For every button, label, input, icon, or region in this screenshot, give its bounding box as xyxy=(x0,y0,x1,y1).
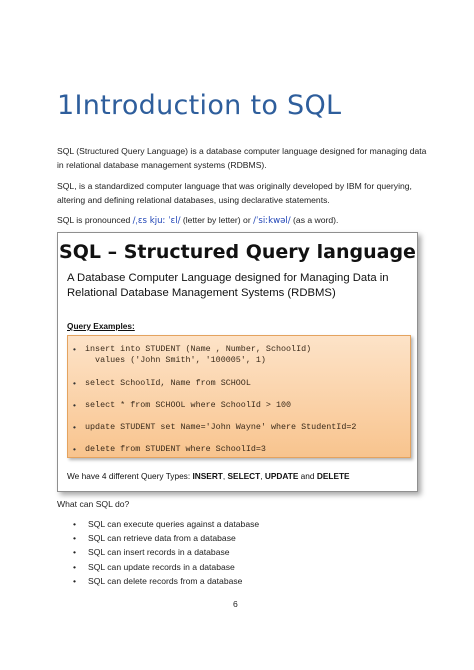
sql-summary-box xyxy=(57,232,418,492)
bullet: • xyxy=(73,378,76,388)
pronunciation-middle: (letter by letter) or xyxy=(180,215,254,225)
page-heading: 1Introduction to SQL xyxy=(57,90,342,121)
pronunciation-paragraph xyxy=(57,214,427,229)
intro-paragraph-1: SQL (Structured Query Language) is a database computer language designed for managing data in relational database management systems (RDBMS). xyxy=(57,146,427,170)
query-text: update STUDENT set Name='John Wayne' where StudentId=2 xyxy=(85,422,357,432)
query-examples-panel xyxy=(67,335,411,458)
query-type-update: UPDATE xyxy=(264,471,299,481)
capability-text: SQL can update records in a database xyxy=(88,561,235,572)
query-text: delete from STUDENT where SchoolId=3 xyxy=(85,444,266,454)
capability-text: SQL can retrieve data from a database xyxy=(88,533,236,544)
conjunction: and xyxy=(298,471,317,481)
query-types-lead: We have 4 different Query Types: xyxy=(67,471,193,481)
bullet: • xyxy=(73,547,77,558)
separator: , xyxy=(222,471,228,481)
separator: , xyxy=(260,471,265,481)
intro-paragraph-2: SQL, is a standardized computer language that was originally developed by IBM for querying, altering and defining relational databases, using declarative statements. xyxy=(57,181,412,205)
capability-text: SQL can delete records from a database xyxy=(88,575,243,586)
pronunciation-lead: SQL is pronounced xyxy=(57,215,133,225)
what-can-sql-do-heading: What can SQL do? xyxy=(57,499,130,509)
capability-text: SQL can execute queries against a database xyxy=(88,519,260,529)
query-type-select: SELECT xyxy=(227,471,261,481)
bullet: • xyxy=(73,344,76,354)
capability-text: SQL can insert records in a database xyxy=(88,547,230,558)
query-types-summary xyxy=(67,471,350,481)
bullet: • xyxy=(73,561,77,572)
bullet: • xyxy=(73,533,77,544)
box-title: SQL – Structured Query language xyxy=(59,241,416,263)
page-number: 6 xyxy=(233,599,238,609)
bullet: • xyxy=(73,519,77,529)
ipa-letter-by-letter: /ˌɛs kjuː ˈɛl/ xyxy=(132,216,181,226)
query-examples-label: Query Examples: xyxy=(67,321,135,331)
query-type-insert: INSERT xyxy=(192,471,223,481)
bullet: • xyxy=(73,400,76,410)
query-text: insert into STUDENT (Name , Number, SchoolId) values ('John Smith', '100005', 1) xyxy=(85,344,312,365)
ipa-as-word: /ˈsiːkwəl/ xyxy=(253,216,291,226)
pronunciation-tail: (as a word). xyxy=(290,215,339,225)
bullet: • xyxy=(73,422,76,432)
query-type-delete: DELETE xyxy=(316,471,350,481)
query-text: select SchoolId, Name from SCHOOL xyxy=(85,378,251,388)
box-description: A Database Computer Language designed for Managing Data in Relational Database Management Systems (RDBMS) xyxy=(67,272,389,299)
bullet: • xyxy=(73,575,77,586)
query-text: select * from SCHOOL where SchoolId > 100 xyxy=(85,400,292,410)
bullet: • xyxy=(73,444,76,454)
